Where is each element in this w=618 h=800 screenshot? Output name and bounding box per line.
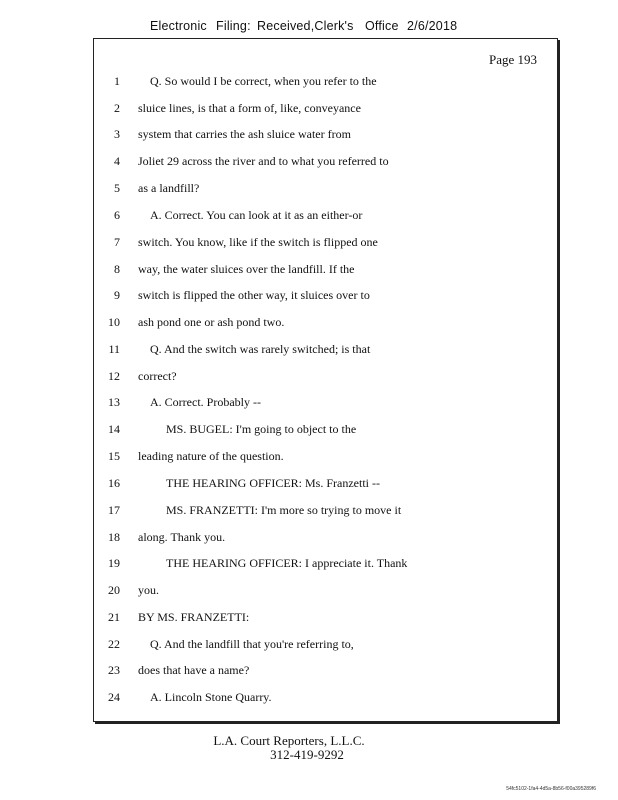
line-text: Q. And the landfill that you're referring to,	[150, 637, 354, 651]
transcript-line	[94, 637, 557, 657]
line-number: 1	[114, 74, 120, 88]
line-text: correct?	[138, 369, 177, 383]
line-number: 6	[114, 208, 120, 222]
line-number: 17	[108, 503, 120, 517]
footer-company: L.A. Court Reporters, L.L.C.	[213, 733, 365, 748]
transcript-line	[94, 208, 557, 228]
line-text: sluice lines, is that a form of, like, conveyance	[138, 101, 361, 115]
transcript-line	[94, 262, 557, 282]
transcript-line	[94, 503, 557, 523]
line-text: MS. BUGEL: I'm going to object to the	[166, 422, 357, 436]
line-number: 8	[114, 262, 120, 276]
line-text: Joliet 29 across the river and to what you referred to	[138, 154, 389, 168]
line-text: THE HEARING OFFICER: I appreciate it. Thank	[166, 556, 408, 570]
transcript-line	[94, 154, 557, 174]
line-number: 9	[114, 288, 120, 302]
line-number: 2	[114, 101, 120, 115]
line-text: way, the water sluices over the landfill. If the	[138, 262, 355, 276]
transcript-line	[94, 690, 557, 710]
line-number: 18	[108, 530, 120, 544]
transcript-line	[94, 127, 557, 147]
line-text: does that have a name?	[138, 663, 250, 677]
page-number: Page 193	[488, 52, 537, 67]
transcript-line	[94, 101, 557, 121]
transcript-line	[94, 610, 557, 630]
transcript-line	[94, 342, 557, 362]
line-number: 15	[108, 449, 120, 463]
transcript-line	[94, 583, 557, 603]
line-number: 7	[114, 235, 120, 249]
transcript-line	[94, 315, 557, 335]
line-text: switch is flipped the other way, it sluices over to	[138, 288, 370, 302]
line-text: system that carries the ash sluice water from	[138, 127, 351, 141]
transcript-line	[94, 449, 557, 469]
header-word-filing: Filing:	[216, 19, 251, 33]
line-text: Q. So would I be correct, when you refer to the	[150, 74, 377, 88]
line-text: A. Lincoln Stone Quarry.	[150, 690, 272, 704]
header-date: 2/6/2018	[407, 19, 458, 33]
line-text: along. Thank you.	[138, 530, 226, 544]
line-text: ash pond one or ash pond two.	[138, 315, 285, 329]
line-number: 4	[114, 154, 120, 168]
line-number: 3	[114, 127, 120, 141]
header-word-electronic: Electronic	[150, 19, 207, 33]
line-number: 23	[108, 663, 120, 677]
line-number: 10	[108, 315, 120, 329]
transcript-line	[94, 181, 557, 201]
document-id: 54fc5102-1fa4-4d5a-8b56-f00a395289f6	[506, 786, 596, 792]
transcript-line	[94, 74, 557, 94]
line-text: THE HEARING OFFICER: Ms. Franzetti --	[166, 476, 380, 490]
line-number: 14	[108, 422, 120, 436]
line-text: A. Correct. Probably --	[150, 395, 261, 409]
line-text: as a landfill?	[138, 181, 200, 195]
header-word-office: Office	[365, 19, 399, 33]
line-number: 20	[108, 583, 120, 597]
line-text: BY MS. FRANZETTI:	[138, 610, 250, 624]
line-number: 22	[108, 637, 120, 651]
line-text: Q. And the switch was rarely switched; is that	[150, 342, 371, 356]
transcript-line	[94, 663, 557, 683]
line-number: 19	[108, 556, 120, 570]
transcript-line	[94, 235, 557, 255]
line-number: 12	[108, 369, 120, 383]
line-number: 16	[108, 476, 120, 490]
line-number: 13	[108, 395, 120, 409]
line-text: switch. You know, like if the switch is flipped one	[138, 235, 378, 249]
transcript-line	[94, 476, 557, 496]
transcript-line	[94, 530, 557, 550]
line-text: A. Correct. You can look at it as an either-or	[150, 208, 363, 222]
transcript-line	[94, 395, 557, 415]
footer-phone: 312-419-9292	[270, 747, 344, 762]
line-text: leading nature of the question.	[138, 449, 284, 463]
transcript-line	[94, 422, 557, 442]
line-text: MS. FRANZETTI: I'm more so trying to move it	[166, 503, 402, 517]
line-number: 5	[114, 181, 120, 195]
transcript-page-frame	[93, 38, 558, 722]
transcript-line	[94, 288, 557, 308]
line-number: 21	[108, 610, 120, 624]
line-text: you.	[138, 583, 159, 597]
header-word-received-clerks: Received,Clerk's	[257, 19, 354, 33]
line-number: 24	[108, 690, 120, 704]
transcript-line	[94, 556, 557, 576]
line-number: 11	[108, 342, 120, 356]
transcript-line	[94, 369, 557, 389]
